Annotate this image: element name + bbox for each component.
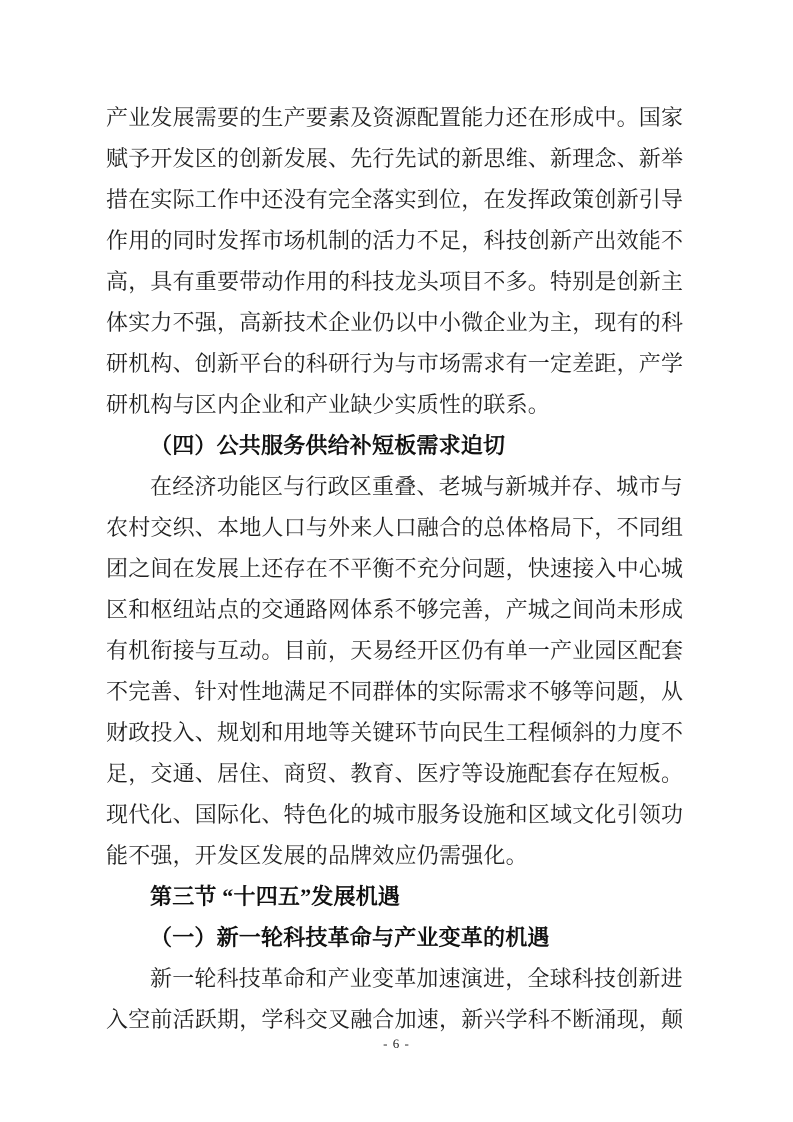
- text-line: 措在实际工作中还没有完全落实到位，在发挥政策创新引导: [106, 187, 684, 212]
- text-line: 产业发展需要的生产要素及资源配置能力还在形成中。国家: [106, 105, 684, 130]
- text-line: 研机构、创新平台的科研行为与市场需求有一定差距，产学: [106, 351, 684, 376]
- section-heading: （一）新一轮科技革命与产业变革的机遇: [150, 925, 550, 950]
- text-line: 足，交通、居住、商贸、教育、医疗等设施配套存在短板。: [106, 761, 684, 786]
- text-line: 在经济功能区与行政区重叠、老城与新城并存、城市与: [150, 474, 683, 499]
- text-line: 体实力不强，高新技术企业仍以中小微企业为主，现有的科: [106, 310, 684, 335]
- document-body: [106, 97, 688, 1040]
- text-line: 不完善、针对性地满足不同群体的实际需求不够等问题，从: [106, 679, 684, 704]
- text-line: 区和枢纽站点的交通路网体系不够完善，产城之间尚未形成: [106, 597, 684, 622]
- text-line: 能不强，开发区发展的品牌效应仍需强化。: [106, 843, 528, 868]
- text-line: 作用的同时发挥市场机制的活力不足，科技创新产出效能不: [106, 228, 684, 253]
- text-line: 新一轮科技革命和产业变革加速演进，全球科技创新进: [150, 966, 683, 991]
- text-line: 团之间在发展上还存在不平衡不充分问题，快速接入中心城: [106, 556, 684, 581]
- section-heading: 第三节 “十四五”发展机遇: [150, 884, 401, 909]
- text-line: 财政投入、规划和用地等关键环节向民生工程倾斜的力度不: [106, 720, 684, 745]
- text-line: 入空前活跃期，学科交叉融合加速，新兴学科不断涌现，颠: [106, 1007, 684, 1032]
- text-line: 赋予开发区的创新发展、先行先试的新思维、新理念、新举: [106, 146, 684, 171]
- text-line: 现代化、国际化、特色化的城市服务设施和区域文化引领功: [106, 802, 684, 827]
- section-heading: （四）公共服务供给补短板需求迫切: [150, 433, 506, 458]
- text-line: 高，具有重要带动作用的科技龙头项目不多。特别是创新主: [106, 269, 684, 294]
- page-number: - 6 -: [383, 1036, 410, 1051]
- text-line: 农村交织、本地人口与外来人口融合的总体格局下，不同组: [106, 515, 684, 540]
- text-line: 研机构与区内企业和产业缺少实质性的联系。: [106, 392, 551, 417]
- text-line: 有机衔接与互动。目前，天易经开区仍有单一产业园区配套: [106, 638, 684, 663]
